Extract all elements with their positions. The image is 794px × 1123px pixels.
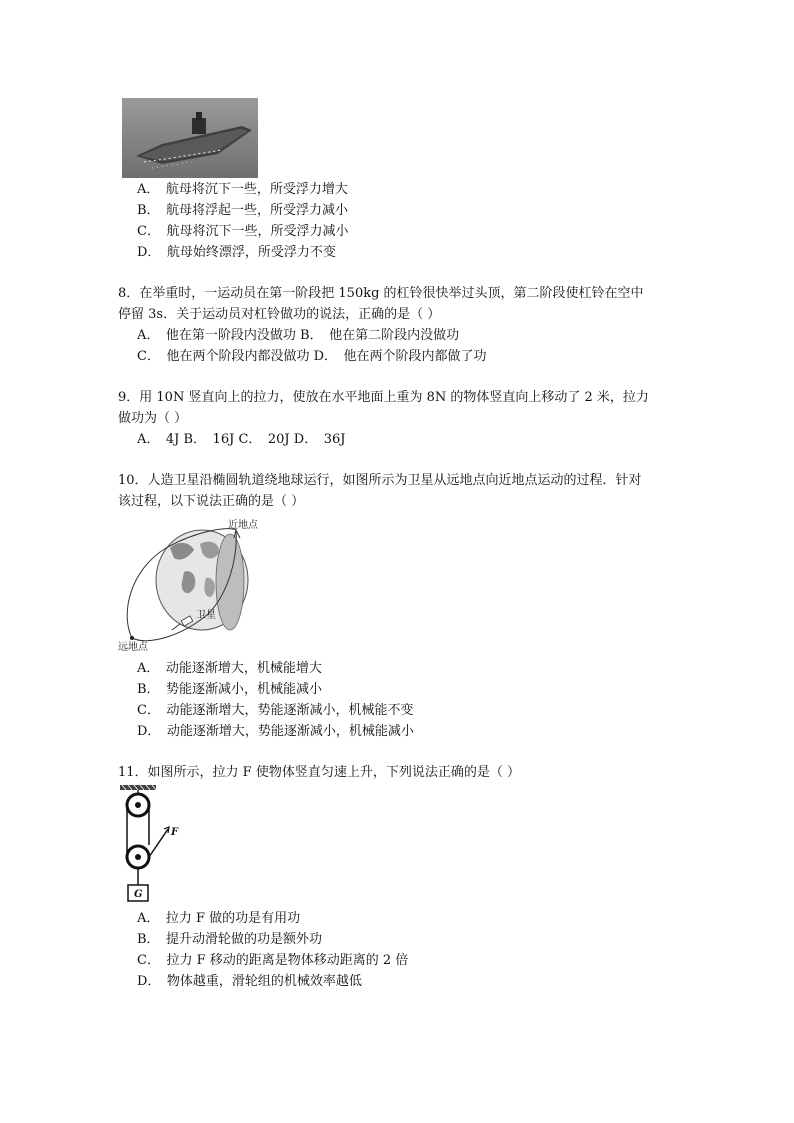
q11-option-c: C． 拉力 F 移动的距离是物体移动距离的 2 倍	[137, 953, 409, 968]
aircraft-carrier-photo	[122, 98, 258, 178]
q7-option-a: A． 航母将沉下一些，所受浮力增大	[137, 182, 348, 197]
q8-options-cd: C． 他在两个阶段内都没做功 D． 他在两个阶段内都做了功	[137, 349, 487, 364]
q7-option-c: C． 航母将沉下一些，所受浮力减小	[137, 224, 349, 239]
q10-option-d: D． 动能逐渐增大，势能逐渐减小，机械能减小	[137, 724, 414, 739]
q8-options-ab: A． 他在第一阶段内没做功 B． 他在第二阶段内没做功	[137, 328, 460, 343]
perigee-label: 近地点	[228, 520, 258, 531]
apogee-label: 远地点	[118, 642, 148, 652]
q10-option-a: A． 动能逐渐增大，机械能增大	[137, 661, 322, 676]
force-label: F	[171, 827, 179, 838]
satellite-orbit-diagram	[118, 518, 268, 652]
q11-stem: 11．如图所示，拉力 F 使物体竖直匀速上升，下列说法正确的是（ ）	[118, 765, 520, 780]
pulley-system-diagram	[116, 785, 186, 909]
q10-option-c: C． 动能逐渐增大，势能逐渐减小，机械能不变	[137, 703, 414, 718]
q10-stem-line-2: 该过程，以下说法正确的是（ ）	[118, 494, 305, 509]
q9-options: A． 4J B． 16J C． 20J D． 36J	[137, 432, 346, 447]
q9-stem-line-2: 做功为（ ）	[118, 411, 188, 426]
q11-option-a: A． 拉力 F 做的功是有用功	[137, 911, 301, 926]
q11-option-d: D． 物体越重，滑轮组的机械效率越低	[137, 974, 362, 989]
q10-stem-line-1: 10．人造卫星沿椭圆轨道绕地球运行，如图所示为卫星从远地点向近地点运动的过程．针对	[118, 473, 642, 488]
q7-option-d: D． 航母始终漂浮，所受浮力不变	[137, 245, 336, 260]
satellite-label: 卫星	[196, 610, 216, 621]
q11-option-b: B． 提升动滑轮做的功是额外功	[137, 932, 323, 947]
q7-option-b: B． 航母将浮起一些，所受浮力减小	[137, 203, 349, 218]
q9-stem-line-1: 9．用 10N 竖直向上的拉力，使放在水平地面上重为 8N 的物体竖直向上移动了 2 米，拉力	[118, 390, 649, 405]
q8-stem-line-2: 停留 3s．关于运动员对杠铃做功的说法，正确的是（ ）	[118, 307, 441, 322]
q8-stem-line-1: 8．在举重时，一运动员在第一阶段把 150kg 的杠铃很快举过头顶，第二阶段使杠铃在空中	[118, 286, 644, 301]
block-label: G	[134, 889, 143, 900]
q10-option-b: B． 势能逐渐减小，机械能减小	[137, 682, 323, 697]
